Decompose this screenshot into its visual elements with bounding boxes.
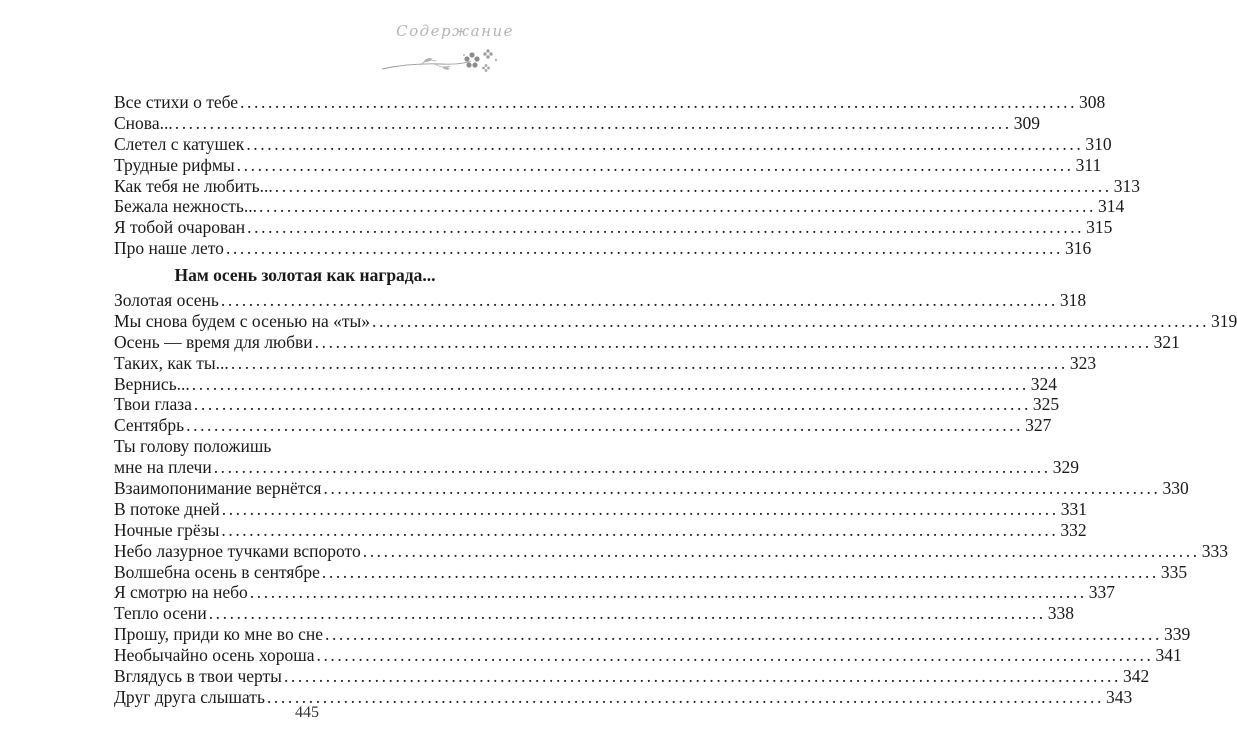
toc-entry-title: Ночные грёзы <box>114 519 220 540</box>
toc-entry-page: 330 <box>1162 478 1189 499</box>
toc-entry[interactable] <box>114 519 1087 541</box>
toc-entry-title: Взаимопонимание вернётся <box>114 478 322 499</box>
toc-entry-title: Золотая осень <box>114 290 219 310</box>
running-header: Содержание <box>396 22 514 40</box>
toc-entry-page: 325 <box>1032 394 1060 415</box>
toc-entry-page: 323 <box>1069 352 1097 373</box>
toc-entry[interactable] <box>114 196 1125 217</box>
toc-entry-page: 332 <box>1060 519 1087 540</box>
toc-entry-title: Вернись... <box>114 373 190 394</box>
dot-leader: ........................................................................................................................ <box>193 394 1031 415</box>
dot-leader: ........................................................................................................................ <box>247 217 1085 238</box>
toc-entry-page: 311 <box>1075 154 1102 175</box>
toc-entry-page: 342 <box>1122 666 1150 687</box>
toc-entry[interactable] <box>114 112 1040 134</box>
toc-entry[interactable] <box>114 217 1113 238</box>
toc-entry-title: Слетел с катушек <box>114 133 245 154</box>
toc-entry[interactable] <box>114 540 1228 562</box>
toc-entry-title: Небо лазурное тучками вспорото <box>114 540 361 561</box>
toc-entry-page: 339 <box>1163 624 1191 645</box>
toc-entry[interactable] <box>114 457 1079 478</box>
toc-entry-page: 315 <box>1086 217 1113 238</box>
toc-entry[interactable] <box>114 238 1092 259</box>
dot-leader: ........................................................................................................................ <box>249 582 1087 603</box>
toc-entry-page: 318 <box>1059 290 1087 310</box>
dot-leader: ........................................................................................................................ <box>230 352 1068 373</box>
toc-entry-title-continued: мне на плечи <box>114 457 212 478</box>
toc-entry-title: Волшебна осень в сентябре <box>114 561 320 582</box>
toc-entry-page: 341 <box>1155 645 1182 666</box>
toc-entry-title: Снова... <box>114 112 173 133</box>
toc-entry[interactable] <box>114 133 1112 155</box>
dot-leader: ........................................................................................................................ <box>321 561 1159 582</box>
toc-entry-page: 331 <box>1060 498 1087 519</box>
toc-entry-page: 327 <box>1025 415 1052 436</box>
toc-entry[interactable] <box>114 603 1074 624</box>
dot-leader: ........................................................................................................................ <box>225 238 1063 259</box>
toc-entry[interactable] <box>114 352 1097 374</box>
dot-leader: ........................................................................................................................ <box>220 290 1058 310</box>
toc-entry[interactable] <box>114 394 1060 415</box>
toc-entry-page: 335 <box>1160 561 1188 582</box>
toc-entry[interactable] <box>114 645 1182 666</box>
toc-entry[interactable] <box>114 478 1189 499</box>
toc-entry-title: Мы снова будем с осенью на «ты» <box>114 310 371 331</box>
toc-entry-first-line[interactable] <box>114 436 476 457</box>
toc-entry-title: Твои глаза <box>114 394 192 415</box>
toc-entry-title: Вглядусь в твои черты <box>114 666 282 687</box>
dot-leader: ........................................................................................................................ <box>240 92 1078 112</box>
toc-entry-page: 333 <box>1201 540 1228 561</box>
toc-entry[interactable] <box>114 92 1106 113</box>
toc-entry-page: 343 <box>1105 686 1133 707</box>
toc-entry-title: Все стихи о тебе <box>114 92 239 112</box>
dot-leader: ........................................................................................................................ <box>191 373 1029 394</box>
toc-entry-page: 338 <box>1047 603 1074 624</box>
toc-entry-page: 337 <box>1088 582 1116 603</box>
toc-entry-title: Прошу, приди ко мне во сне <box>114 624 323 645</box>
toc-entry-title: Тепло осени <box>114 603 207 624</box>
toc-entry[interactable] <box>114 582 1116 603</box>
dot-leader: ........................................................................................................................ <box>208 603 1046 624</box>
page-number: 445 <box>295 704 319 721</box>
toc-entry-title: Я смотрю на небо <box>114 582 248 603</box>
toc-entry-title: Сентябрь <box>114 415 185 436</box>
toc-entry[interactable] <box>114 561 1188 583</box>
toc-entry[interactable] <box>114 331 1180 353</box>
toc-entry-page: 319 <box>1211 310 1237 331</box>
toc-entry[interactable] <box>114 373 1058 395</box>
toc-entry[interactable] <box>114 415 1052 436</box>
dot-leader: ........................................................................................................................ <box>324 624 1162 645</box>
toc-entry-page: 324 <box>1030 373 1058 394</box>
toc-entry[interactable] <box>114 624 1191 645</box>
dot-leader: ........................................................................................................................ <box>323 478 1161 499</box>
dot-leader: ........................................................................................................................ <box>316 645 1154 666</box>
toc-entry[interactable] <box>114 498 1087 520</box>
toc-entry-page: 321 <box>1153 331 1180 352</box>
toc-entry-page: 316 <box>1064 238 1092 259</box>
toc-entry-title: Необычайно осень хороша <box>114 645 315 666</box>
dot-leader: ........................................................................................................................ <box>246 133 1084 154</box>
toc-entry-page: 329 <box>1052 457 1079 478</box>
toc-list-section-a <box>114 92 1140 259</box>
toc-entry-title: Про наше лето <box>114 238 224 259</box>
floral-ornament-icon <box>380 47 500 77</box>
toc-entry-title: Как тебя не любить... <box>114 175 273 196</box>
dot-leader: ........................................................................................................................ <box>362 540 1200 561</box>
dot-leader: ........................................................................................................................ <box>221 519 1059 540</box>
toc-entry-title: Я тобой очарован <box>114 217 246 238</box>
toc-entry-page: 309 <box>1013 112 1040 133</box>
dot-leader: ........................................................................................................................ <box>314 331 1152 352</box>
toc-entry[interactable] <box>114 290 1087 311</box>
dot-leader: ........................................................................................................................ <box>236 154 1074 175</box>
dot-leader: ........................................................................................................................ <box>174 112 1012 133</box>
toc-entry[interactable] <box>114 666 1150 687</box>
toc-entry[interactable] <box>114 154 1102 176</box>
section-title: Нам осень золотая как награда... <box>174 265 436 285</box>
toc-list-section-b <box>114 290 1237 708</box>
dot-leader: ........................................................................................................................ <box>221 498 1059 519</box>
dot-leader: ........................................................................................................................ <box>213 457 1051 478</box>
toc-entry-title: В потоке дней <box>114 498 220 519</box>
toc-entry-title: Осень — время для любви <box>114 331 313 352</box>
toc-entry-title: Бежала нежность... <box>114 196 257 217</box>
toc-entry-title: Таких, как ты... <box>114 352 229 373</box>
toc-entry-page: 308 <box>1079 92 1106 112</box>
toc-entry-title: Друг друга слышать <box>114 686 265 707</box>
toc-entry-title: Ты голову положишь <box>114 436 272 457</box>
dot-leader: ........................................................................................................................ <box>266 686 1104 707</box>
dot-leader: ........................................................................................................................ <box>283 666 1121 687</box>
toc-entry-page: 314 <box>1098 196 1125 217</box>
toc-entry[interactable] <box>114 175 1140 197</box>
toc-entry[interactable] <box>114 310 1237 332</box>
toc-entry-title: Трудные рифмы <box>114 154 235 175</box>
dot-leader: ........................................................................................................................ <box>274 175 1112 196</box>
dot-leader: ........................................................................................................................ <box>259 196 1096 217</box>
toc-entry-page: 313 <box>1113 175 1140 196</box>
dot-leader: ........................................................................................................................ <box>372 310 1210 331</box>
toc-entry-page: 310 <box>1085 133 1112 154</box>
dot-leader: ........................................................................................................................ <box>186 415 1024 436</box>
